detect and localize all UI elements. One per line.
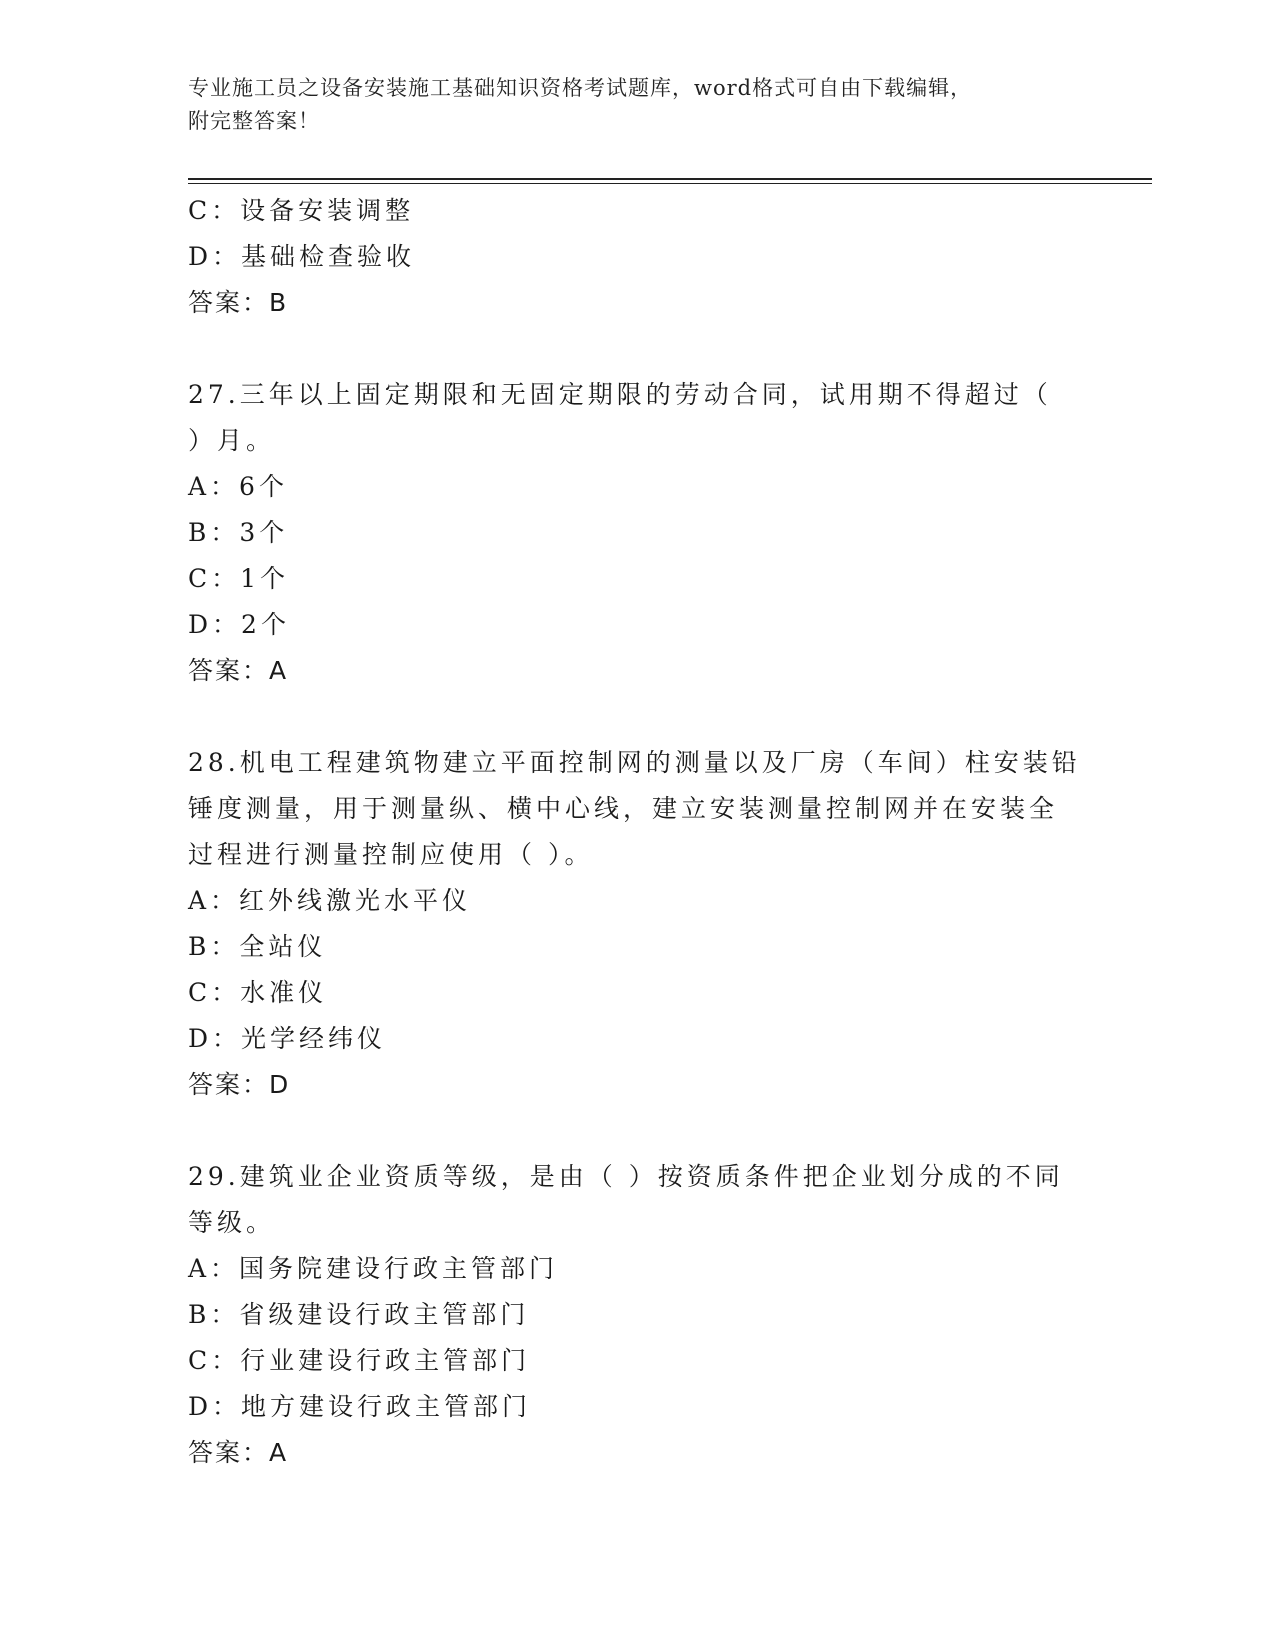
header-divider-thin — [188, 183, 1152, 184]
question-stem-line: ）月。 — [188, 426, 276, 455]
option-c: C：行业建设行政主管部门 — [188, 1346, 531, 1375]
option-b: B：全站仪 — [188, 932, 327, 961]
header-line-1: 专业施工员之设备安装施工基础知识资格考试题库，word格式可自由下载编辑， — [188, 76, 973, 100]
question-stem-line: 过程进行测量控制应使用（ ）。 — [188, 840, 594, 869]
header-line-2: 附完整答案！ — [188, 109, 320, 133]
question-29 — [188, 1154, 1108, 1476]
answer-line: 答案：D — [188, 1070, 291, 1099]
header-divider-thick — [188, 178, 1152, 180]
answer-line: 答案：B — [188, 288, 289, 317]
document-header — [188, 72, 1068, 138]
question-list — [188, 188, 1108, 1476]
answer-line: 答案：A — [188, 656, 289, 685]
question-stem-line: 29.建筑业企业资质等级，是由（ ）按资质条件把企业划分成的不同 — [188, 1162, 1064, 1191]
option-a: A：红外线激光水平仪 — [188, 886, 472, 915]
question-stem-line: 等级。 — [188, 1208, 276, 1237]
question-27 — [188, 372, 1108, 694]
question-stem-line: 28.机电工程建筑物建立平面控制网的测量以及厂房（车间）柱安装铅 — [188, 748, 1081, 777]
option-a: A：国务院建设行政主管部门 — [188, 1254, 559, 1283]
question-28 — [188, 740, 1108, 1108]
question-26-continued — [188, 188, 1108, 326]
answer-line: 答案：A — [188, 1438, 289, 1467]
option-a: A：6个 — [188, 472, 288, 501]
question-stem-line: 27.三年以上固定期限和无固定期限的劳动合同，试用期不得超过（ — [188, 380, 1052, 409]
option-b: B：省级建设行政主管部门 — [188, 1300, 530, 1329]
option-d: D：地方建设行政主管部门 — [188, 1392, 532, 1421]
option-d: D：2个 — [188, 610, 290, 639]
spacer — [188, 326, 1108, 372]
option-c: C：1个 — [188, 564, 290, 593]
question-stem-line: 锤度测量，用于测量纵、横中心线，建立安装测量控制网并在安装全 — [188, 794, 1059, 823]
option-b: B：3个 — [188, 518, 289, 547]
option-d: D：基础检查验收 — [188, 242, 416, 271]
option-c: C：水准仪 — [188, 978, 328, 1007]
option-d: D：光学经纬仪 — [188, 1024, 387, 1053]
option-c: C：设备安装调整 — [188, 196, 415, 225]
spacer — [188, 694, 1108, 740]
spacer — [188, 1108, 1108, 1154]
